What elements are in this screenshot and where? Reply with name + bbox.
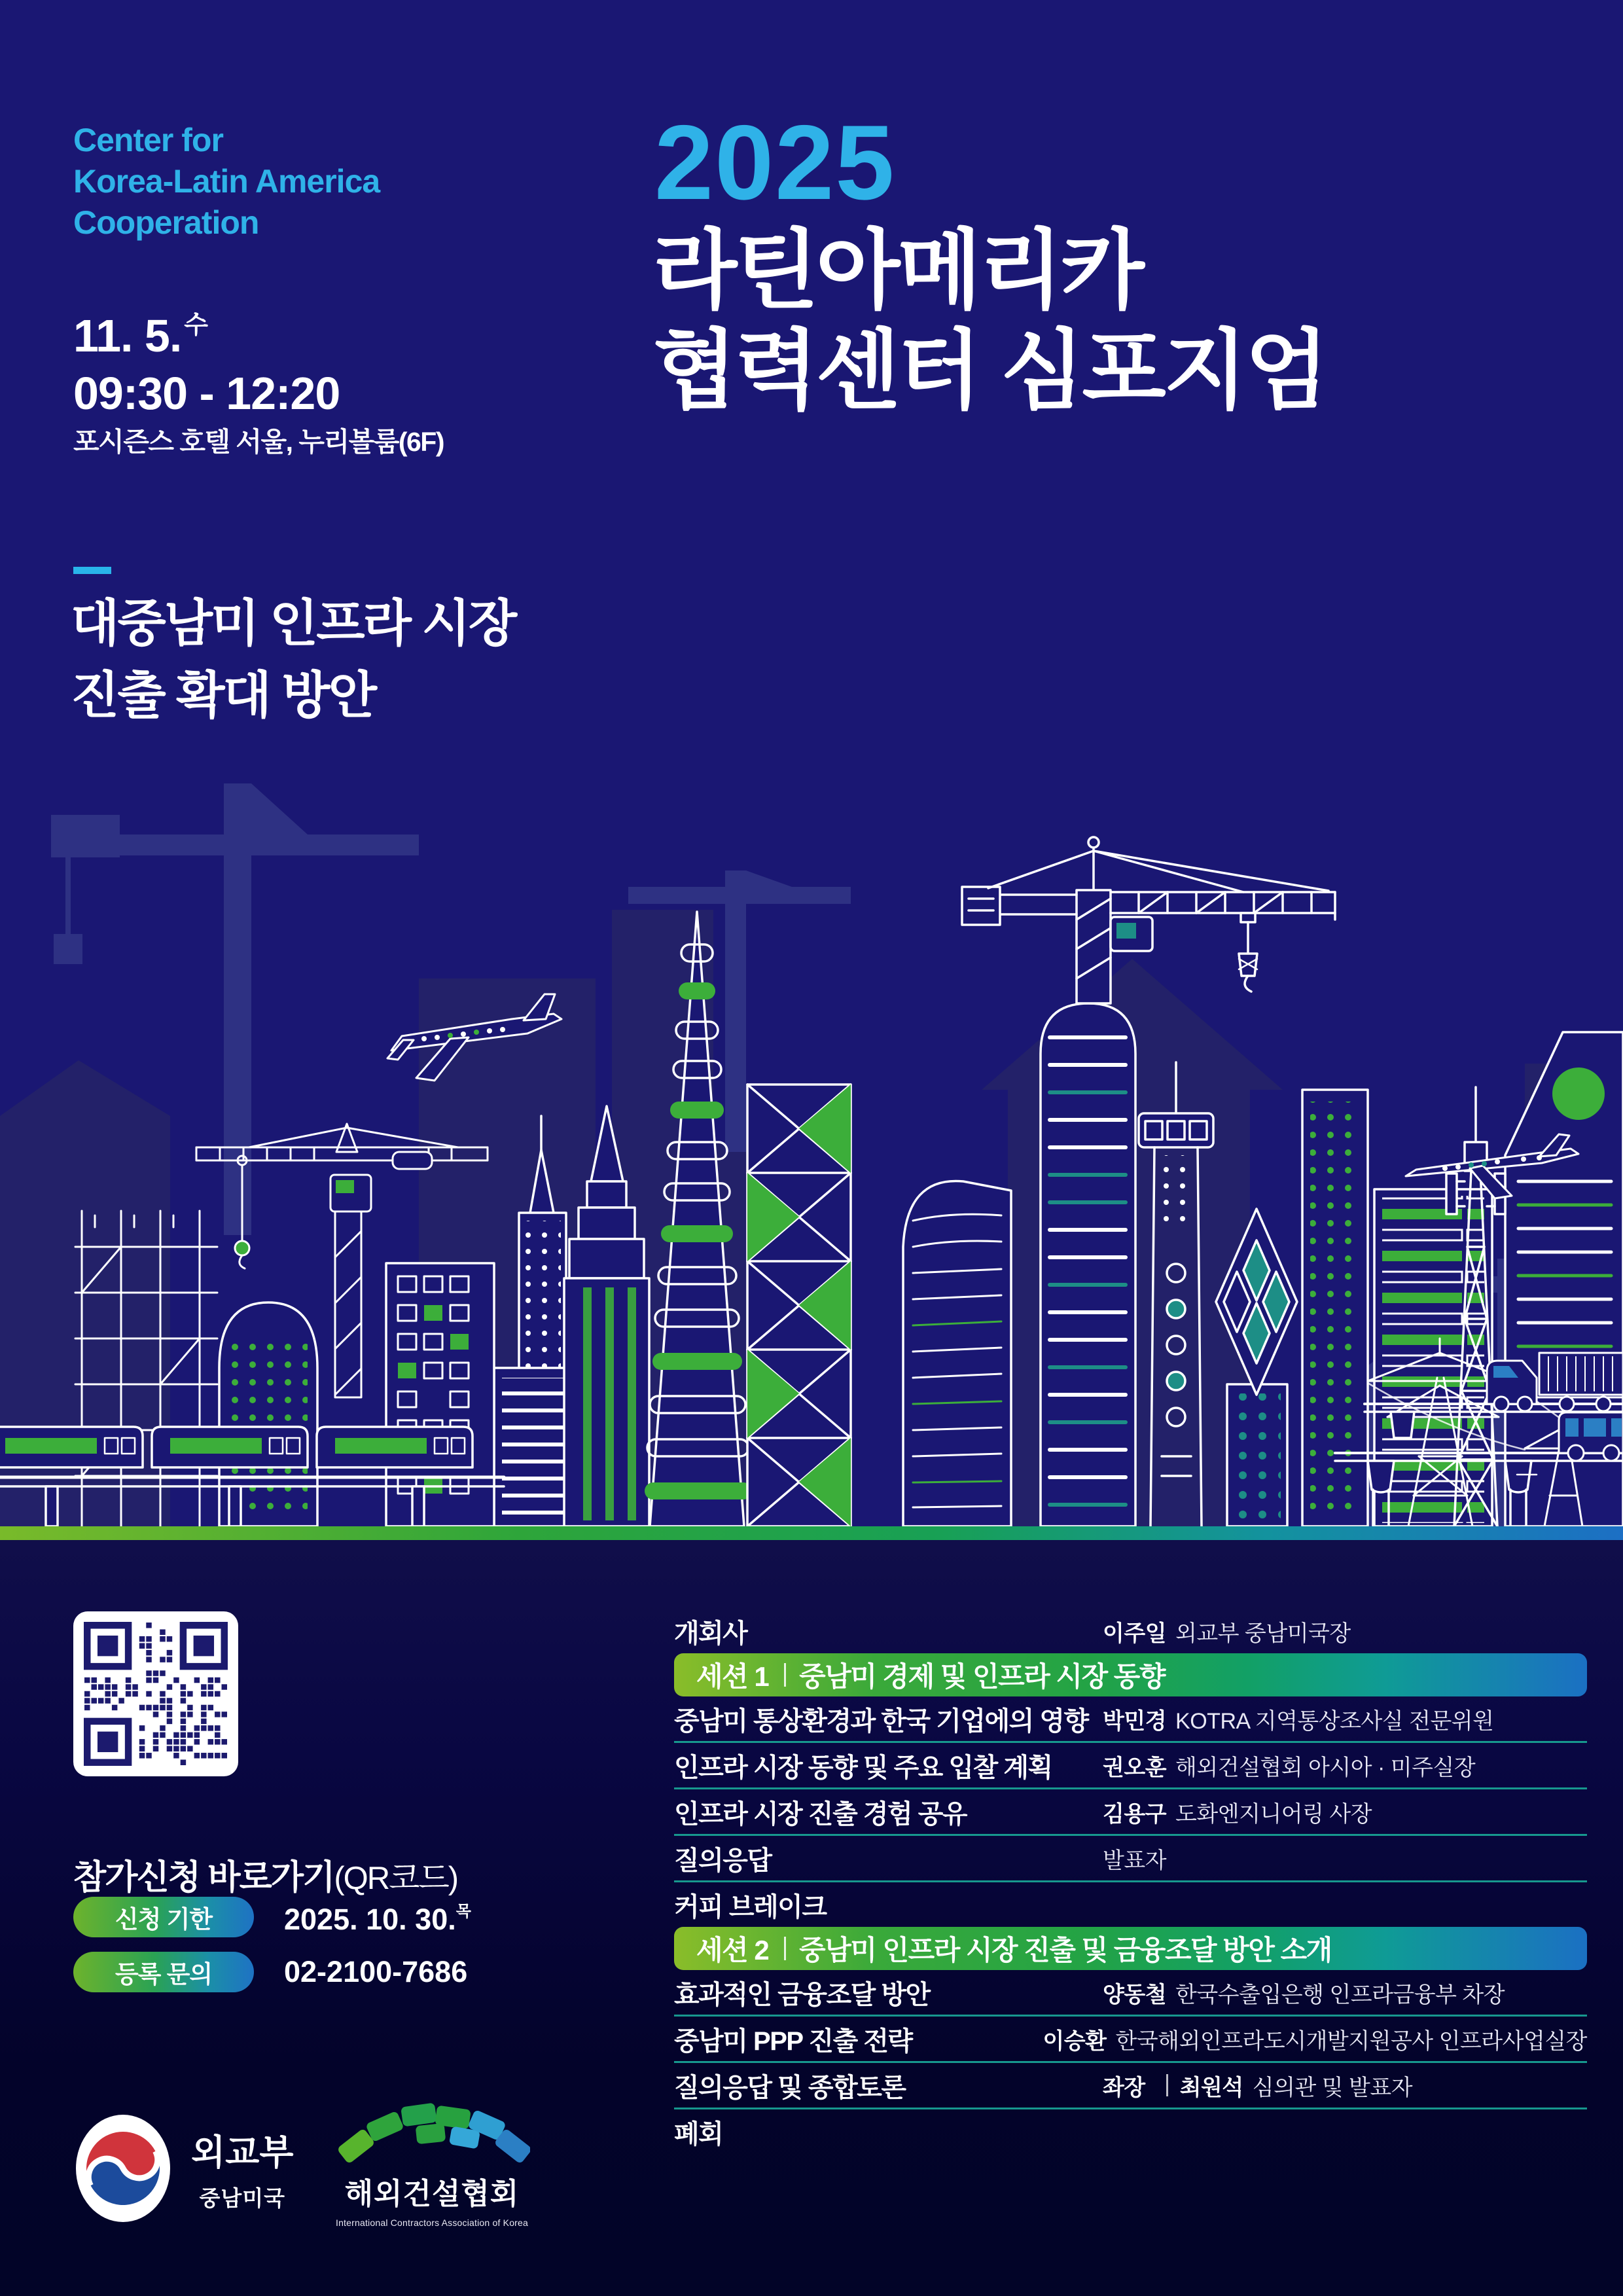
program-row [674,2109,1587,2154]
bus-icon [1559,1412,1623,1461]
ground-gradient-band [0,1526,1623,1541]
separator [784,1937,786,1960]
title-line: 협력센터 심포지엄 [653,323,1327,420]
program-speaker: 양동철 한국수출입은행 인프라금융부 차장 [1103,1982,1505,2007]
program-topic: 인프라 시장 진출 경험 공유 [674,1799,967,1829]
icak-name-english: International Contractors Association of Korea [335,2217,529,2228]
mofa-logo [73,2113,294,2224]
program-topic: 중남미 통상환경과 한국 기업에의 영향 [674,1706,1088,1736]
program-topic: 효과적인 금융조달 방안 [674,1980,930,2009]
mofa-name: 외교부 [191,2133,294,2172]
mofa-symbol-icon [73,2113,173,2224]
program-row [674,1696,1587,1741]
program-row [674,1789,1587,1834]
program-row [674,1836,1587,1880]
contact-row [73,1952,467,1992]
program-row [674,2017,1587,2061]
program-topic: 개회사 [674,1619,747,1648]
program-topic: 질의응답 및 종합토론 [674,2073,906,2102]
event-venue: 포시즌스 호텔 서울, 누리볼룸(6F) [73,427,444,457]
qr-caption [73,1850,457,1899]
program-row [674,2063,1587,2108]
org-line: Cooperation [73,204,259,241]
program-topic: 폐회 [674,2119,723,2149]
program-row [674,1743,1587,1787]
mofa-department: 중남미국 [199,2186,285,2210]
session-bar: 세션 2 중남미 인프라 시장 진출 및 금융조달 방안 소개 [674,1927,1587,1970]
qr-code [73,1611,238,1776]
subtitle-line: 대중남미 인프라 시장 [71,596,516,652]
program-speaker: 발표자 [1103,1848,1167,1873]
program-row [674,1882,1587,1927]
program-speaker: 박민경 KOTRA 지역통상조사실 전문위원 [1103,1708,1494,1734]
event-date: 11. 5. $^수$ [73,310,207,361]
session-bar: 세션 1 중남미 경제 및 인프라 시장 동향 [674,1653,1587,1696]
event-datetime [73,296,444,462]
program-speaker: 좌장 최원석 심의관 및 발표자 [1103,2075,1413,2100]
subtitle-line: 진출 확대 방안 [71,668,376,724]
separator [1166,2074,1168,2096]
program-speaker: 김용구 도화엔지니어링 사장 [1103,1801,1372,1827]
program-table [674,1609,1587,2154]
event-time: 09:30 - 12:20 [73,368,340,419]
event-weekday: 수 [184,312,207,339]
poster-year: 2025 [654,103,896,222]
icak-symbol-icon [334,2102,530,2162]
program-topic: 인프라 시장 동향 및 주요 입찰 계획 [674,1753,1052,1782]
city-illustration [0,723,1623,1541]
contact-badge: 등록 문의 [73,1952,254,1992]
program-speaker: 이주일 외교부 중남미국장 [1103,1621,1351,1646]
program-speaker: 권오훈 해외건설협회 아시아 · 미주실장 [1103,1755,1476,1780]
deadline-value: 2025. 10. 30.$^목$ [284,1902,471,1936]
org-line: Center for [73,122,223,158]
separator [784,1663,786,1687]
org-line: Korea-Latin America [73,163,380,200]
qr-caption-paren: (QR코드) [334,1861,458,1896]
lattice-tower [747,1085,851,1526]
deadline-weekday: 목 [455,1902,471,1920]
title-line: 라틴아메리카 [653,223,1142,319]
program-row [674,1970,1587,2015]
icak-name: 해외건설협회 [344,2177,520,2210]
program-speaker: 이승환 한국해외인프라도시개발지원공사 인프라사업실장 [1043,2028,1587,2054]
cyan-dash-divider [73,567,111,574]
qr-caption-bold: 참가신청 바로가기 [73,1859,334,1897]
org-name-english [73,120,380,243]
program-topic: 중남미 PPP 진출 전략 [674,2026,912,2056]
poster-subtitle [71,588,515,732]
curved-tower [903,1181,1011,1526]
program-topic: 커피 브레이크 [674,1892,827,1922]
deadline-row [73,1897,471,1937]
contact-phone: 02-2100-7686 [284,1955,468,1988]
deadline-badge: 신청 기한 [73,1897,254,1937]
poster-title [653,221,1327,422]
program-topic: 질의응답 [674,1846,772,1875]
crane-building [1041,1003,1135,1526]
icak-logo [327,2102,537,2228]
program-row [674,1609,1587,1653]
